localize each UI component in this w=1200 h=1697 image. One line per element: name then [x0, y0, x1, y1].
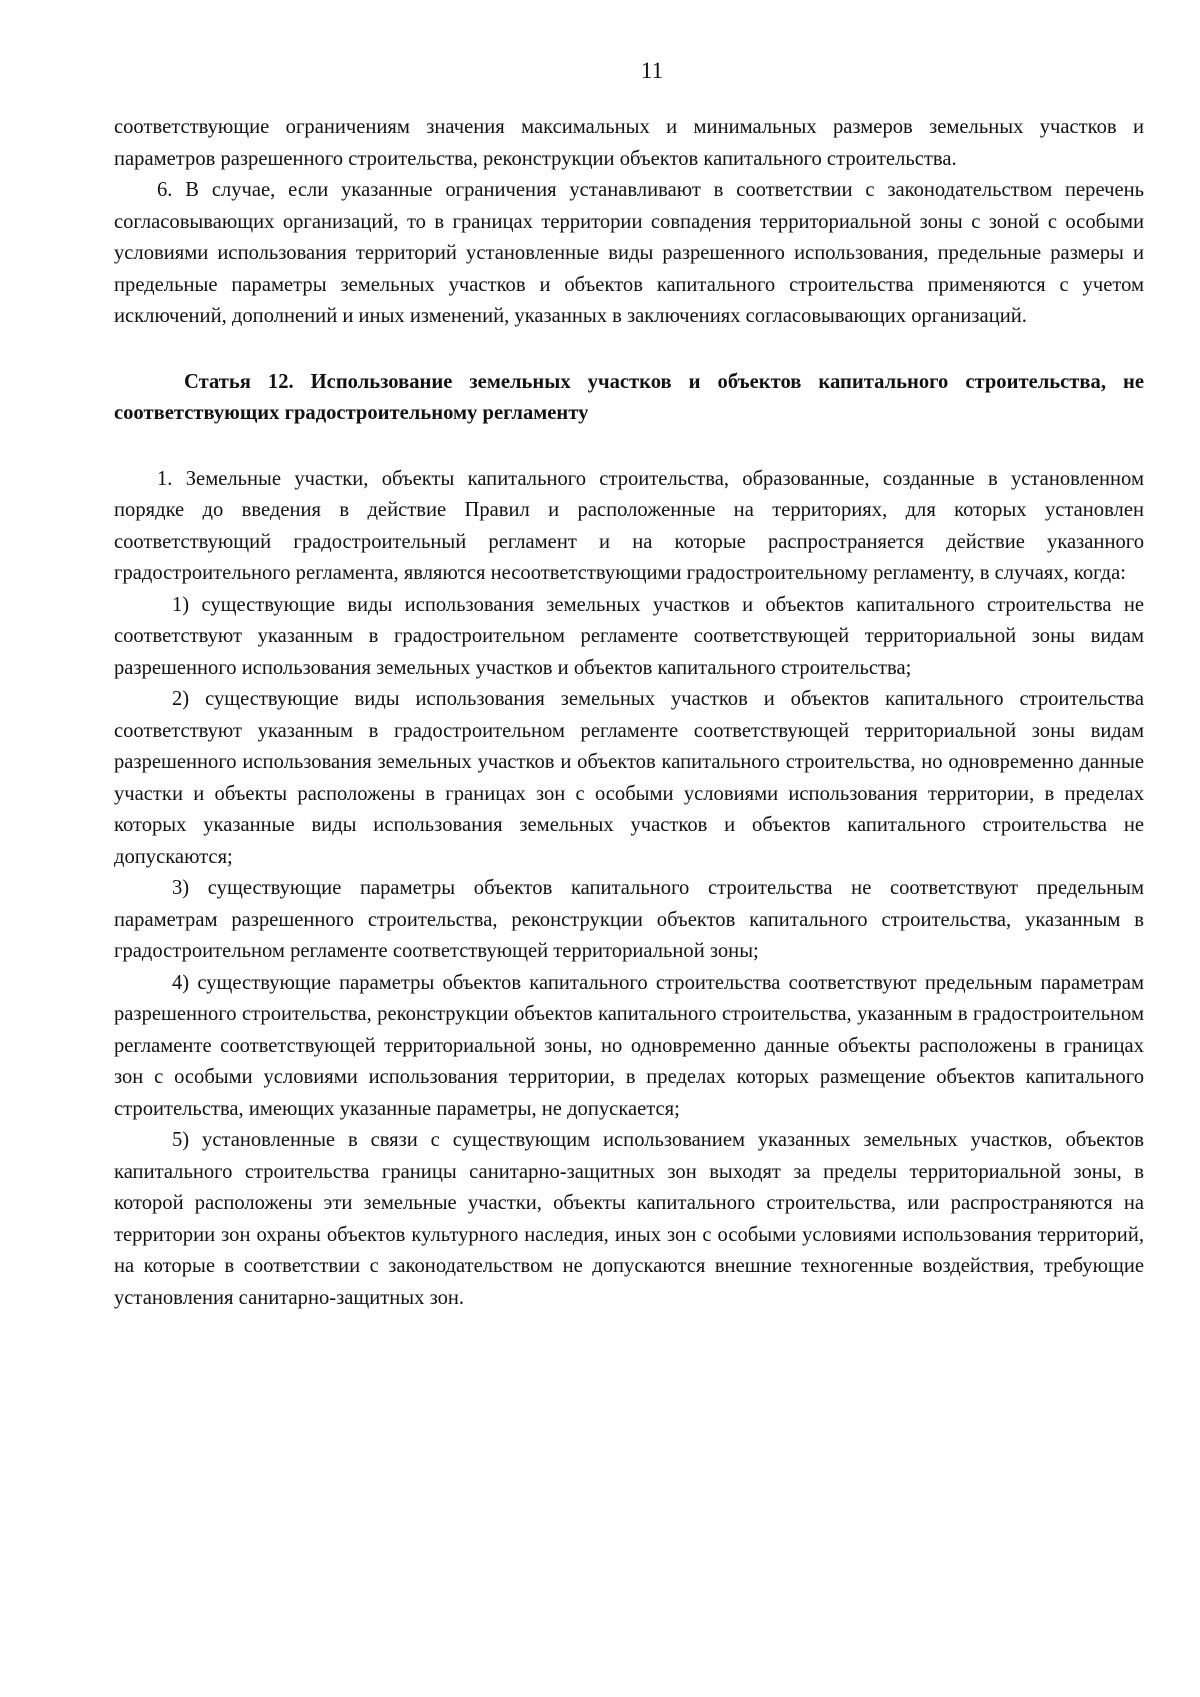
page-number: 11	[640, 58, 664, 83]
list-item-3: 3) существующие параметры объектов капитального строительства не соответствуют предельным параметрам разрешенного строительства, реконструкции объектов капитального строительства, указанным в градостроительном регламенте соответствующей территориальной зоны;	[114, 877, 1144, 962]
list-item-5: 5) установленные в связи с существующим использованием указанных земельных участков, объектов капитального строительства границы санитарно-защитных зон выходят за пределы территориальной зоны, в которой расположены эти земельные участки, объекты капитального строительства, или распространяются на территории зон охраны объектов культурного наследия, иных зон с особыми условиями использования территорий, на которые в соответствии с законодательством не допускаются внешние техногенные воздействия, требующие установления санитарно-защитных зон.	[114, 1129, 1144, 1309]
article-heading: Статья 12. Использование земельных участков и объектов капитального строительства, не соответствующих градостроительному регламенту	[114, 370, 1144, 424]
paragraph-item-6: 6. В случае, если указанные ограничения устанавливают в соответствии с законодательством перечень согласовывающих организаций, то в границах территории совпадения территориальной зоны с зоной с особыми условиями использования территорий установленные виды разрешенного использования, предельные размеры и предельные параметры земельных участков и объектов капитального строительства применяются с учетом исключений, дополнений и иных изменений, указанных в заключениях согласовывающих организаций.	[114, 179, 1144, 327]
list-item-4: 4) существующие параметры объектов капитального строительства соответствуют предельным параметрам разрешенного строительства, реконструкции объектов капитального строительства, указанным в градостроительном регламенте соответствующей территориальной зоны, но одновременно данные объекты расположены в границах зон с особыми условиями использования территории, в пределах которых размещение объектов капитального строительства, имеющих указанные параметры, не допускается;	[114, 971, 1144, 1120]
paragraph-continuation: соответствующие ограничениям значения максимальных и минимальных размеров земельных участков и параметров разрешенного строительства, реконструкции объектов капитального строительства.	[114, 116, 1144, 170]
list-item-2: 2) существующие виды использования земельных участков и объектов капитального строительства соответствуют указанным в градостроительном регламенте соответствующей территориальной зоны видам разрешенного использования земельных участков и объектов капитального строительства, но одновременно данные участки и объекты расположены в границах зон с особыми условиями использования территории, в пределах которых указанные виды использования земельных участков и объектов капитального строительства не допускаются;	[114, 688, 1144, 868]
list-item-1: 1) существующие виды использования земельных участков и объектов капитального строительства не соответствуют указанным в градостроительном регламенте соответствующей территориальной зоны видам разрешенного использования земельных участков и объектов капитального строительства;	[114, 593, 1144, 679]
document-page	[114, 56, 1144, 1314]
article-intro-paragraph: 1. Земельные участки, объекты капитального строительства, образованные, созданные в установленном порядке до введения в действие Правил и расположенные на территориях, для которых установлен соответствующий градостроительный регламент и на которые распространяется действие указанного градостроительного регламента, являются несоответствующими градостроительному регламенту, в случаях, когда:	[114, 467, 1144, 584]
